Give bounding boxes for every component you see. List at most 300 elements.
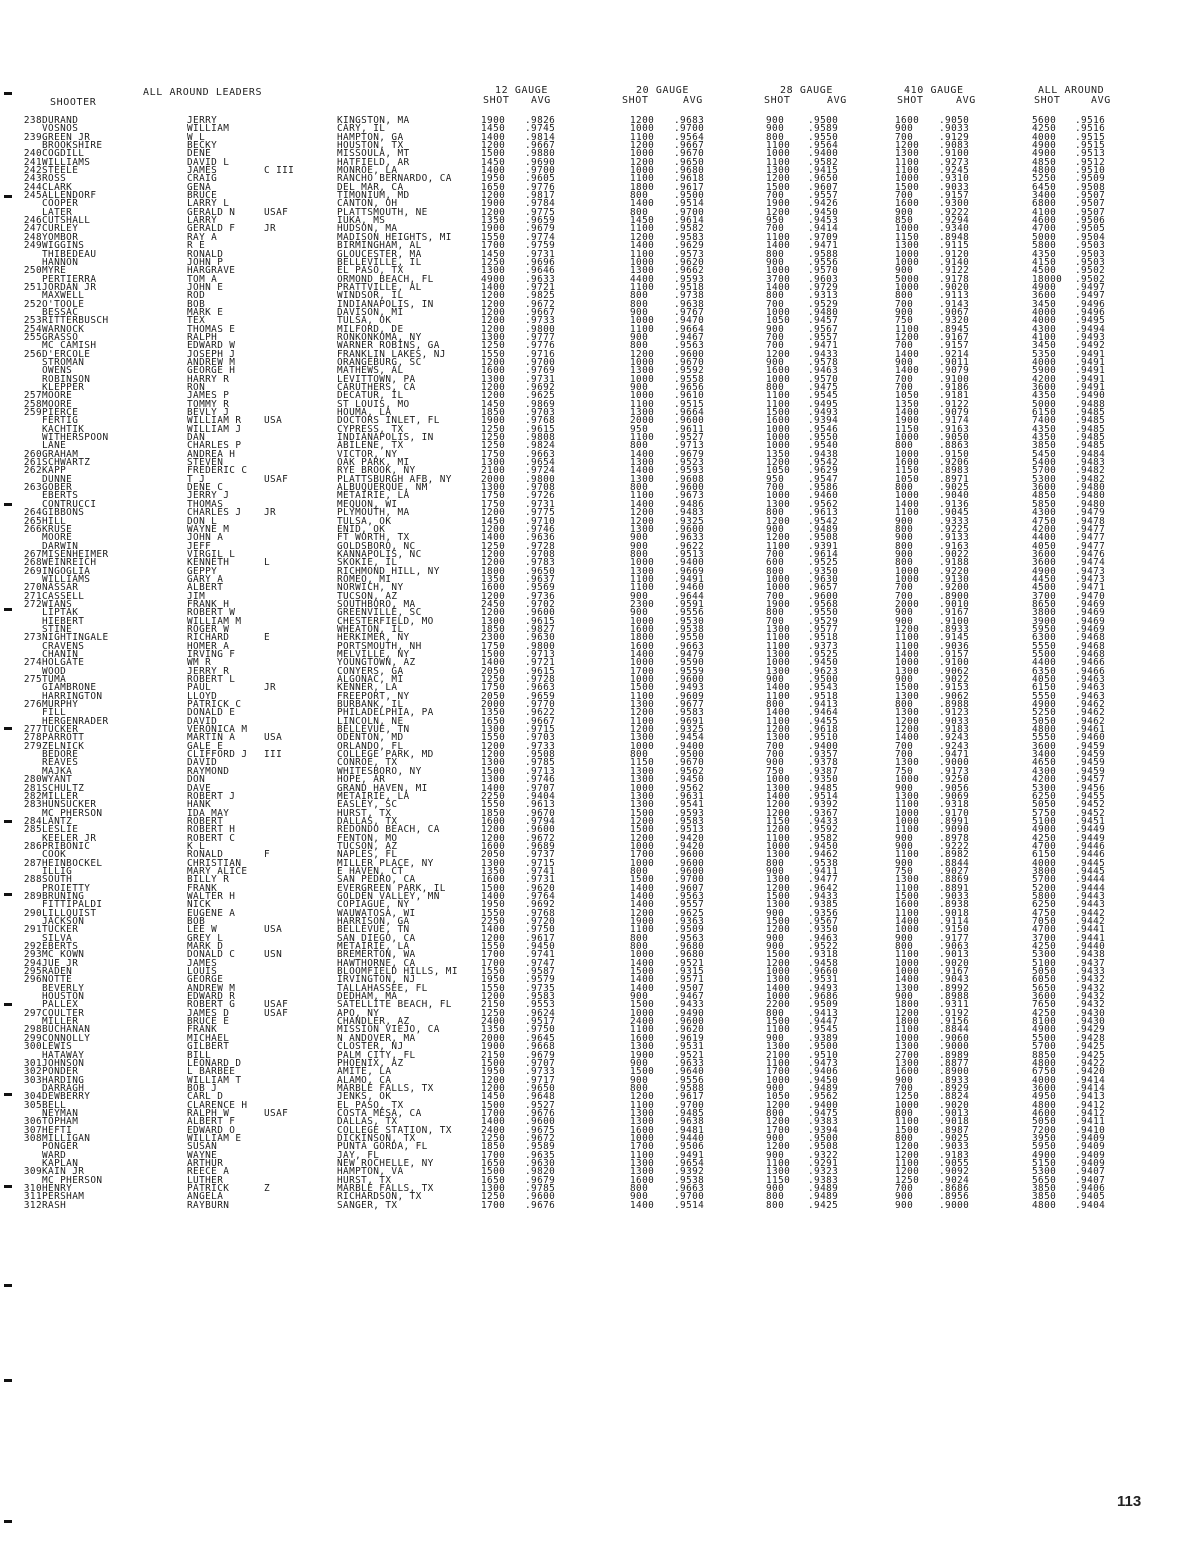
all-around-avg-cell: .9446: [1075, 849, 1106, 861]
gauge-28-avg-cell: .9493: [808, 982, 839, 994]
rank-cell: 240: [23, 148, 42, 160]
all-around-avg-cell: .9449: [1075, 824, 1106, 836]
gauge-410-shot-cell: 1000: [895, 815, 920, 827]
all-around-shot-cell: 5000: [1032, 398, 1057, 410]
gauge-28-avg-cell: .9400: [808, 148, 839, 160]
gauge-28-shot-cell: 1300: [766, 665, 791, 677]
gauge-410-avg-cell: .9145: [939, 632, 970, 644]
gauge-410-shot-cell: 800: [895, 482, 914, 494]
first-name-cell: GEPPY: [187, 565, 218, 577]
hometown-cell: TULSA, OK: [337, 315, 392, 327]
gauge-410-header: 410 GAUGE: [904, 85, 964, 96]
gauge-28-shot-cell: 900: [766, 941, 785, 953]
gauge-28-avg-cell: .9500: [808, 115, 839, 126]
rank-cell: 276: [23, 699, 42, 711]
first-name-cell: BILLY R: [187, 874, 230, 886]
gauge-20-shot-cell: 1300: [630, 765, 655, 777]
gauge-12-avg-cell: .9692: [525, 382, 556, 393]
gauge-12-shot-cell: 1650: [481, 715, 506, 727]
gauge-20-avg-cell: .9363: [674, 916, 705, 927]
rank-cell: 272: [23, 598, 42, 610]
margin-tick: [4, 1185, 12, 1188]
gauge-12-shot-cell: 1550: [481, 941, 506, 953]
all-around-avg-cell: .9469: [1075, 607, 1106, 619]
gauge-12-avg-cell: .9800: [525, 323, 556, 335]
gauge-410-avg-cell: .9122: [939, 265, 970, 277]
gauge-410-avg-cell: .9333: [939, 515, 970, 527]
gauge-20-avg-cell: .9490: [674, 1007, 705, 1019]
gauge-410-shot-cell: 700: [895, 749, 914, 761]
all-around-shot-cell: 4050: [1032, 540, 1057, 552]
gauge-410-avg-cell: .9183: [939, 1149, 970, 1161]
suffix-or-branch-cell: USAF: [264, 1007, 289, 1019]
all-around-avg-cell: .9469: [1075, 623, 1106, 635]
gauge-410-avg-cell: .9153: [939, 682, 970, 694]
all-around-shot-cell: 8850: [1032, 1049, 1057, 1061]
gauge-410-avg-cell: .9150: [939, 924, 970, 936]
gauge-410-shot-cell: 1200: [895, 331, 920, 343]
first-name-cell: GEORGE H: [187, 365, 236, 377]
gauge-12-shot-cell: 1700: [481, 1149, 506, 1161]
gauge-28-avg-cell: .9578: [808, 356, 839, 368]
gauge-410-avg-cell: .9013: [939, 1107, 970, 1119]
gauge-12-shot-cell: 1200: [481, 1082, 506, 1094]
gauge-20-avg-cell: .9583: [674, 707, 705, 719]
gauge-410-avg-cell: .9000: [939, 757, 970, 769]
gauge-12-shot-cell: 1350: [481, 707, 506, 719]
rank-cell: 296: [23, 974, 42, 986]
gauge-20-shot-cell: 1100: [630, 223, 655, 235]
shooter-name-cell: WIGGINS: [42, 240, 85, 252]
gauge-28-avg-cell: .9589: [808, 123, 839, 135]
shooter-name-cell: KRUSE: [42, 523, 73, 535]
all-around-shot-cell: 4600: [1032, 1107, 1057, 1119]
gauge-28-shot-cell: 1000: [766, 582, 791, 594]
gauge-28-avg-cell: .9500: [808, 674, 839, 686]
gauge-12-shot-cell: 1900: [481, 415, 506, 427]
suffix-or-branch-cell: JR: [264, 223, 277, 235]
shooter-name-cell: NEYMAN: [42, 1107, 79, 1119]
first-name-cell: STEVEN: [187, 457, 224, 469]
gauge-12-avg-cell: .9605: [525, 173, 556, 185]
first-name-cell: JAMES: [187, 165, 218, 177]
all-around-shot-cell: 3950: [1032, 1132, 1057, 1144]
gauge-410-avg-cell: .8900: [939, 590, 970, 602]
rank-cell: 279: [23, 740, 42, 752]
gauge-28-shot-cell: 600: [766, 557, 785, 569]
hometown-cell: HARRISON, GA: [337, 916, 410, 927]
gauge-12-shot-cell: 1700: [481, 1199, 506, 1211]
all-around-shot-cell: 5100: [1032, 815, 1057, 827]
gauge-12-avg-cell: .9817: [525, 190, 556, 202]
gauge-12-shot-cell: 1450: [481, 248, 506, 260]
gauge-28-shot-cell: 1200: [766, 799, 791, 811]
gauge-20-avg-cell: .9562: [674, 765, 705, 777]
rank-cell: 253: [23, 315, 42, 327]
first-name-cell: WILLIAM E: [187, 1132, 242, 1144]
first-name-cell: ALBERT: [187, 582, 224, 594]
gauge-410-avg-cell: .9033: [939, 181, 970, 193]
shooter-name-cell: ZELNICK: [42, 740, 85, 752]
gauge-12-shot-cell: 1550: [481, 348, 506, 360]
gauge-20-avg-cell: .9669: [674, 565, 705, 577]
gauge-410-shot-cell: 900: [895, 265, 914, 277]
first-name-cell: IDA MAY: [187, 807, 230, 819]
gauge-410-avg-cell: .9018: [939, 907, 970, 919]
gauge-28-shot-cell: 1100: [766, 715, 791, 727]
rank-cell: 280: [23, 774, 42, 786]
gauge-28-shot-cell: 800: [766, 699, 785, 711]
gauge-20-avg-cell: .9633: [674, 1057, 705, 1069]
all-around-shot-cell: 4750: [1032, 907, 1057, 919]
gauge-20-avg-cell: .9738: [674, 290, 705, 302]
gauge-28-avg-cell: .9630: [808, 573, 839, 585]
all-around-avg-cell: .9477: [1075, 540, 1106, 552]
gauge-28-avg-cell: .9462: [808, 849, 839, 861]
shooter-name-cell: MOORE: [42, 398, 73, 410]
gauge-410-avg-cell: .9122: [939, 398, 970, 410]
gauge-20-shot-cell: 1400: [630, 1199, 655, 1211]
shooter-name-cell: TUMA: [42, 674, 67, 686]
gauge-12-avg-cell: .9736: [525, 590, 556, 602]
gauge-12-avg-cell: .9600: [525, 824, 556, 836]
suffix-or-branch-cell: III: [264, 749, 283, 761]
gauge-410-avg-cell: .8988: [939, 991, 970, 1003]
first-name-cell: DENE C: [187, 482, 224, 494]
gauge-28-shot-cell: 1300: [766, 1166, 791, 1178]
gauge-20-shot-cell: 800: [630, 340, 649, 352]
gauge-20-shot-cell: 1100: [630, 432, 655, 444]
first-name-cell: RALPH: [187, 331, 218, 343]
gauge-20-shot-cell: 1300: [630, 457, 655, 469]
hometown-cell: CARUTHERS, CA: [337, 382, 416, 393]
first-name-cell: ROBERT G: [187, 999, 236, 1011]
gauge-20-avg-cell: .9600: [674, 865, 705, 877]
gauge-28-shot-cell: 1100: [766, 140, 791, 152]
rank-cell: 267: [23, 548, 42, 560]
gauge-20-shot-cell: 1000: [630, 373, 655, 385]
gauge-28-shot-cell: 700: [766, 190, 785, 202]
all-around-shot-cell: 6350: [1032, 665, 1057, 677]
gauge-410-shot-cell: 900: [895, 991, 914, 1003]
all-around-shot-cell: 4300: [1032, 765, 1057, 777]
margin-tick: [4, 893, 12, 896]
gauge-28-avg-cell: .9350: [808, 774, 839, 786]
gauge-20-avg-cell: .9614: [674, 215, 705, 227]
gauge-410-shot-cell: 700: [895, 382, 914, 393]
shooter-name-cell: GOBER: [42, 482, 73, 494]
gauge-410-shot-cell: 1000: [895, 807, 920, 819]
gauge-20-avg-cell: .9486: [674, 498, 705, 510]
gauge-410-avg-cell: .9013: [939, 949, 970, 961]
gauge-20-avg-cell: .9509: [674, 924, 705, 936]
gauge-20-avg-cell: .9521: [674, 957, 705, 969]
first-name-cell: WAYNE: [187, 1149, 218, 1161]
hometown-cell: HOUMA, LA: [337, 407, 392, 419]
gauge-28-avg-cell: .9529: [808, 298, 839, 310]
first-name-cell: ANDREA H: [187, 448, 236, 460]
all-around-avg-cell: .9455: [1075, 790, 1106, 802]
all-around-shot-cell: 7200: [1032, 1124, 1057, 1136]
hometown-cell: INDIANAPOLIS, IN: [337, 432, 434, 444]
gauge-410-avg-cell: .9163: [939, 423, 970, 435]
gauge-20-avg-cell: .9523: [674, 457, 705, 469]
shooter-name-cell: WITHERSPOON: [42, 432, 109, 444]
first-name-cell: ANDREW M: [187, 356, 236, 368]
first-name-cell: THOMAS E: [187, 323, 236, 335]
hometown-cell: MILFORD, DE: [337, 323, 404, 335]
gauge-28-avg-cell: .9391: [808, 540, 839, 552]
gauge-410-shot-cell: 1200: [895, 140, 920, 152]
gauge-12-shot-cell: 1500: [481, 765, 506, 777]
gauge-12-avg-cell: .9733: [525, 315, 556, 327]
gauge-12-avg-cell: .9776: [525, 181, 556, 193]
gauge-20-avg-cell: .9600: [674, 415, 705, 427]
gauge-12-avg-cell: .9735: [525, 982, 556, 994]
rank-cell: 286: [23, 840, 42, 852]
all-around-shot-cell: 5600: [1032, 115, 1057, 126]
gauge-410-avg-cell: .9143: [939, 298, 970, 310]
rank-cell: 264: [23, 507, 42, 519]
gauge-28-avg-cell: .9550: [808, 607, 839, 619]
gauge-410-avg-cell: .9022: [939, 674, 970, 686]
gauge-20-avg-cell: .9541: [674, 799, 705, 811]
gauge-28-avg-cell: .9394: [808, 1124, 839, 1136]
all-around-avg-cell: .9459: [1075, 740, 1106, 752]
gauge-20-shot-cell: 1400: [630, 882, 655, 894]
first-name-cell: WILLIAM: [187, 123, 230, 135]
first-name-cell: CLARENCE H: [187, 1099, 248, 1111]
gauge-28-shot-cell: 1000: [766, 432, 791, 444]
shooter-name-cell: ILLIG: [42, 865, 73, 877]
gauge-28-shot-header: SHOT: [764, 95, 791, 106]
gauge-12-shot-cell: 2050: [481, 665, 506, 677]
first-name-cell: HARRY R: [187, 373, 230, 385]
gauge-28-shot-cell: 1900: [766, 198, 791, 210]
rank-cell: 285: [23, 824, 42, 836]
gauge-28-header: 28 GAUGE: [780, 85, 833, 96]
hometown-cell: ENID, OK: [337, 523, 386, 535]
gauge-12-shot-cell: 1200: [481, 590, 506, 602]
rank-cell: 266: [23, 523, 42, 535]
gauge-410-avg-cell: .9063: [939, 941, 970, 953]
gauge-20-avg-cell: .9506: [674, 1141, 705, 1153]
gauge-28-shot-cell: 800: [766, 1191, 785, 1203]
hometown-cell: OAK PARK, MI: [337, 457, 410, 469]
gauge-20-shot-cell: 1800: [630, 632, 655, 644]
gauge-12-avg-cell: .9708: [525, 482, 556, 494]
gauge-28-avg-cell: .9450: [808, 657, 839, 669]
hometown-cell: HAMPTON, VA: [337, 1166, 404, 1178]
gauge-12-shot-cell: 1500: [481, 148, 506, 160]
gauge-28-avg-cell: .9577: [808, 623, 839, 635]
gauge-410-avg-cell: .9157: [939, 340, 970, 352]
gauge-410-shot-cell: 1600: [895, 457, 920, 469]
leaders-table-body: [18, 117, 1200, 1210]
first-name-cell: RALPH W: [187, 1107, 230, 1119]
gauge-410-avg-cell: .9033: [939, 1141, 970, 1153]
gauge-410-shot-cell: 800: [895, 523, 914, 535]
gauge-410-avg-cell: .8863: [939, 440, 970, 452]
all-around-avg-cell: .9515: [1075, 140, 1106, 152]
hometown-cell: KENNER, LA: [337, 682, 398, 694]
gauge-20-shot-cell: 1000: [630, 949, 655, 961]
hometown-cell: DOCTORS INLET, FL: [337, 415, 440, 427]
gauge-410-avg-cell: .8992: [939, 982, 970, 994]
gauge-12-avg-cell: .9710: [525, 515, 556, 527]
rank-cell: 247: [23, 223, 42, 235]
hometown-cell: NEW ROCHELLE, NY: [337, 1157, 434, 1169]
gauge-410-avg-cell: .9062: [939, 665, 970, 677]
first-name-cell: HARGRAVE: [187, 265, 236, 277]
gauge-28-avg-cell: .9562: [808, 1091, 839, 1103]
gauge-20-avg-cell: .9573: [674, 248, 705, 260]
gauge-28-avg-cell: .9350: [808, 565, 839, 577]
first-name-cell: BOB: [187, 298, 206, 310]
hometown-cell: WHITESBORO, NY: [337, 765, 422, 777]
all-around-shot-cell: 4850: [1032, 156, 1057, 168]
gauge-12-avg-cell: .9731: [525, 373, 556, 385]
gauge-410-avg-cell: .8891: [939, 882, 970, 894]
gauge-28-avg-cell: .9592: [808, 824, 839, 836]
gauge-20-shot-cell: 1400: [630, 957, 655, 969]
rank-cell: 274: [23, 657, 42, 669]
hometown-cell: FREEPORT, NY: [337, 690, 410, 702]
first-name-cell: JERRY J: [187, 490, 230, 502]
gauge-20-shot-cell: 1200: [630, 832, 655, 844]
all-around-shot-cell: 6250: [1032, 899, 1057, 911]
all-around-avg-cell: .9452: [1075, 799, 1106, 811]
shooter-name-cell: STROMAN: [42, 356, 85, 368]
gauge-20-avg-cell: .9691: [674, 715, 705, 727]
gauge-28-avg-cell: .9389: [808, 1032, 839, 1044]
gauge-12-avg-cell: .9637: [525, 573, 556, 585]
gauge-12-shot-cell: 2050: [481, 849, 506, 861]
gauge-28-avg-cell: .9450: [808, 840, 839, 852]
first-name-cell: GARY A: [187, 573, 224, 585]
gauge-20-avg-cell: .9440: [674, 1132, 705, 1144]
rank-cell: 262: [23, 465, 42, 477]
gauge-28-shot-cell: 1000: [766, 306, 791, 318]
shooter-name-cell: EBERTS: [42, 941, 79, 953]
first-name-cell: GREY L: [187, 932, 224, 944]
gauge-12-shot-cell: 1400: [481, 131, 506, 143]
gauge-12-shot-cell: 1200: [481, 523, 506, 535]
all-around-avg-cell: .9488: [1075, 398, 1106, 410]
all-around-avg-cell: .9515: [1075, 131, 1106, 143]
gauge-12-shot-cell: 1200: [481, 548, 506, 560]
gauge-20-avg-cell: .9618: [674, 173, 705, 185]
gauge-28-avg-cell: .9709: [808, 231, 839, 243]
gauge-410-shot-cell: 1250: [895, 1174, 920, 1186]
shooter-name-cell: RADEN: [42, 966, 73, 978]
all-around-avg-cell: .9510: [1075, 165, 1106, 177]
gauge-12-shot-cell: 1250: [481, 1007, 506, 1019]
first-name-cell: WILLIAM R: [187, 415, 242, 427]
all-around-avg-cell: .9442: [1075, 916, 1106, 927]
gauge-20-avg-cell: .9507: [674, 982, 705, 994]
gauge-410-avg-cell: .8869: [939, 874, 970, 886]
gauge-12-avg-cell: .9600: [525, 1191, 556, 1203]
shooter-name-cell: KAPP: [42, 465, 67, 477]
gauge-28-avg-cell: .9357: [808, 749, 839, 761]
gauge-28-avg-cell: .9406: [808, 1066, 839, 1078]
gauge-12-shot-cell: 1950: [481, 974, 506, 986]
gauge-12-avg-cell: .9728: [525, 540, 556, 552]
shooter-name-cell: JUE JR: [42, 957, 79, 969]
gauge-410-avg-cell: .9036: [939, 640, 970, 652]
hometown-cell: IRVINGTON, NJ: [337, 974, 416, 986]
gauge-20-avg-cell: .9640: [674, 1066, 705, 1078]
gauge-28-shot-cell: 1200: [766, 457, 791, 469]
all-around-avg-cell: .9425: [1075, 1041, 1106, 1053]
gauge-28-shot-cell: 1200: [766, 882, 791, 894]
gauge-12-avg-cell: .9808: [525, 432, 556, 444]
gauge-410-avg-cell: .9062: [939, 690, 970, 702]
shooter-name-cell: NIGHTINGALE: [42, 632, 109, 644]
rank-cell: 312: [23, 1199, 42, 1211]
margin-tick: [4, 1284, 12, 1287]
hometown-cell: INDIANAPOLIS, IN: [337, 298, 434, 310]
gauge-410-shot-cell: 1500: [895, 682, 920, 694]
gauge-12-avg-cell: .9733: [525, 1066, 556, 1078]
shooter-name-cell: SOUTH: [42, 874, 73, 886]
gauge-410-avg-cell: .9340: [939, 223, 970, 235]
gauge-12-shot-cell: 1500: [481, 1166, 506, 1178]
all-around-avg-cell: .9468: [1075, 649, 1106, 660]
hometown-cell: EASLEY, SC: [337, 799, 398, 811]
first-name-cell: ROBERT W: [187, 607, 236, 619]
gauge-20-avg-cell: .9583: [674, 231, 705, 243]
gauge-20-avg-cell: .9500: [674, 749, 705, 761]
gauge-12-avg-cell: .9659: [525, 215, 556, 227]
hometown-cell: BELLEVUE, TN: [337, 924, 410, 936]
gauge-12-avg-cell: .9768: [525, 907, 556, 919]
gauge-20-avg-cell: .9550: [674, 632, 705, 644]
all-around-avg-cell: .9444: [1075, 874, 1106, 886]
first-name-cell: GILBERT: [187, 1041, 230, 1053]
all-around-shot-cell: 4800: [1032, 1199, 1057, 1211]
shooter-name-cell: WILLIAMS: [42, 573, 91, 585]
first-name-cell: RON: [187, 382, 206, 393]
all-around-avg-cell: .9507: [1075, 206, 1106, 218]
gauge-28-shot-cell: 1500: [766, 181, 791, 193]
rank-cell: 309: [23, 1166, 42, 1178]
gauge-12-shot-cell: 1400: [481, 782, 506, 794]
shooter-name-cell: PRIBONIC: [42, 840, 91, 852]
all-around-avg-cell: .9407: [1075, 1174, 1106, 1186]
first-name-cell: REECE A: [187, 1166, 230, 1178]
first-name-cell: WALTER H: [187, 890, 236, 902]
all-around-shot-cell: 5500: [1032, 649, 1057, 660]
all-around-shot-cell: 4900: [1032, 824, 1057, 836]
gauge-410-shot-cell: 1200: [895, 1149, 920, 1161]
rank-cell: 243: [23, 173, 42, 185]
first-name-cell: PAUL: [187, 682, 212, 694]
gauge-28-shot-cell: 1500: [766, 407, 791, 419]
rank-cell: 271: [23, 590, 42, 602]
gauge-20-avg-cell: .9670: [674, 148, 705, 160]
shooter-name-cell: BEVERLY: [42, 982, 85, 994]
first-name-cell: DENE: [187, 148, 212, 160]
gauge-410-avg-cell: .9060: [939, 1032, 970, 1044]
hometown-cell: EVERGREEN PARK, IL: [337, 882, 446, 894]
gauge-410-shot-cell: 700: [895, 373, 914, 385]
all-around-header: ALL AROUND: [1038, 85, 1105, 96]
hometown-cell: CONYERS, GA: [337, 665, 404, 677]
all-around-avg-cell: .9503: [1075, 240, 1106, 252]
first-name-cell: LARRY L: [187, 198, 230, 210]
